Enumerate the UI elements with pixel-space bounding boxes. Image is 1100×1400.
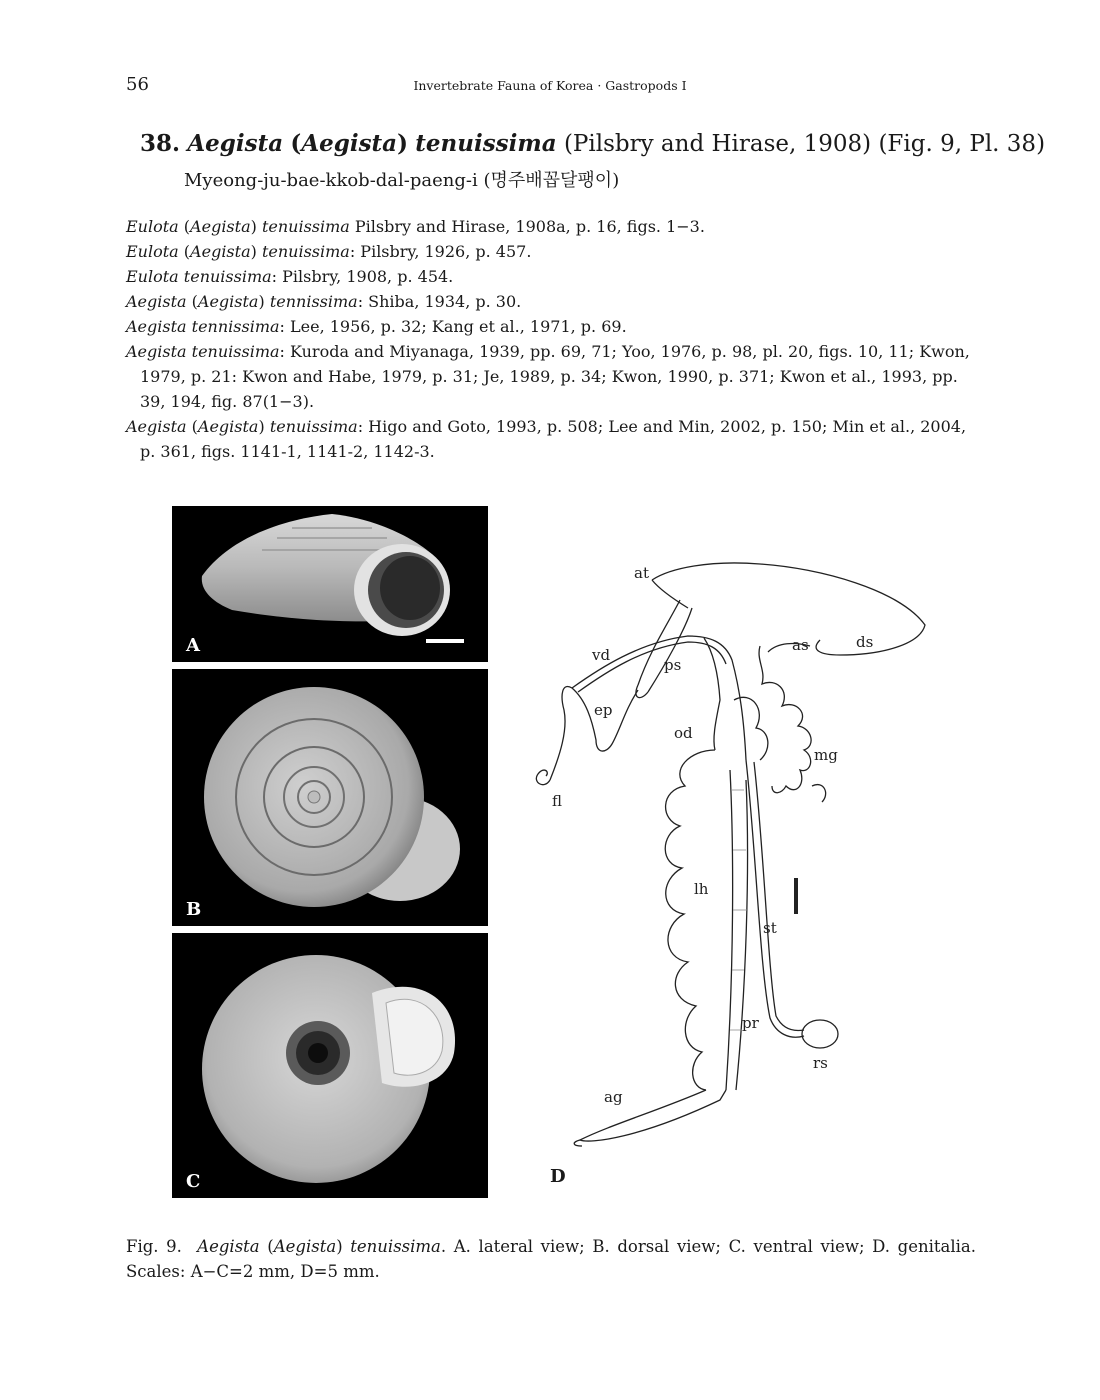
shell-lateral-illustration xyxy=(172,506,488,662)
caption-subgenus: Aegista xyxy=(273,1237,337,1256)
label-rs: rs xyxy=(813,1054,828,1072)
caption-epithet: tenuissima xyxy=(350,1237,441,1256)
species-genus: Aegista xyxy=(187,130,284,157)
shell-ventral-photo xyxy=(172,933,488,1198)
label-mg: mg xyxy=(814,746,838,764)
species-authority: (Pilsbry and Hirase, 1908) (Fig. 9, Pl. 38) xyxy=(563,131,1046,157)
caption-genus: Aegista xyxy=(197,1237,260,1256)
label-pr: pr xyxy=(742,1014,759,1032)
species-subgenus-name: Aegista xyxy=(301,130,398,157)
synonymy-entry: Aegista tennissima: Lee, 1956, p. 32; Kang et al., 1971, p. 69. xyxy=(126,317,627,336)
label-lh: lh xyxy=(694,880,709,898)
label-ds: ds xyxy=(856,633,874,651)
synonymy-entry: Aegista (Aegista) tennissima: Shiba, 1934, p. 30. xyxy=(126,292,522,311)
label-at: at xyxy=(634,564,649,582)
species-heading xyxy=(140,130,1045,157)
panel-b-label: B xyxy=(186,899,202,920)
label-as: as xyxy=(792,636,809,654)
genitalia-illustration xyxy=(520,550,950,1195)
panel-a-label: A xyxy=(186,635,200,656)
shell-lateral-photo xyxy=(172,506,488,662)
label-ag: ag xyxy=(604,1088,623,1106)
shell-ventral-illustration xyxy=(172,933,488,1198)
synonymy-entry: Eulota (Aegista) tenuissima: Pilsbry, 1926, p. 457. xyxy=(126,242,532,261)
panel-d-label: D xyxy=(550,1166,566,1187)
species-number: 38. xyxy=(140,130,181,157)
korean-common-name: Myeong-ju-bae-kkob-dal-paeng-i (명주배꼽달팽이) xyxy=(184,170,620,191)
label-ps: ps xyxy=(664,656,682,674)
label-od: od xyxy=(674,724,693,742)
caption-text: . A. lateral view; B. dorsal view; C. ventral view; D. genitalia. Scales: A−C=2 mm, D=5 mm. xyxy=(126,1237,977,1281)
running-head: Invertebrate Fauna of Korea · Gastropods I xyxy=(413,78,687,93)
label-fl: fl xyxy=(552,792,563,810)
label-vd: vd xyxy=(592,646,611,664)
species-epithet: tenuissima xyxy=(415,130,557,157)
label-st: st xyxy=(763,919,777,937)
species-subgenus: (Aegista) xyxy=(290,130,408,157)
shell-dorsal-illustration xyxy=(172,669,488,926)
synonymy-entry: Eulota (Aegista) tenuissima Pilsbry and Hirase, 1908a, p. 16, figs. 1−3. xyxy=(126,217,705,236)
label-ep: ep xyxy=(594,701,613,719)
synonymy-entry: Aegista tenuissima: Kuroda and Miyanaga, 1939, pp. 69, 71; Yoo, 1976, p. 98, pl. 20, figs. 10, 11; Kwon, 1979, p. 21: Kwon and Habe, 1979, p. 31; Je, 1989, p. 34; Kwon, 1990, p. 371; Kwon et al., 1993, pp. 39, 194, fig. 87(1−3). xyxy=(126,342,970,411)
panel-c-label: C xyxy=(186,1171,201,1192)
page-number: 56 xyxy=(126,74,149,95)
synonymy-list xyxy=(126,214,978,464)
genitalia-drawing xyxy=(520,550,950,1195)
synonymy-entry: Aegista (Aegista) tenuissima: Higo and Goto, 1993, p. 508; Lee and Min, 2002, p. 150; Min et al., 2004, p. 361, figs. 1141-1, 1141-2, 1142-3. xyxy=(126,417,967,461)
figure-caption: Fig. 9. Aegista (Aegista) tenuissima. A. lateral view; B. dorsal view; C. ventral view; D. genitalia. Scales: A−C=2 mm, D=5 mm. xyxy=(126,1237,977,1281)
synonymy-entry: Eulota tenuissima: Pilsbry, 1908, p. 454. xyxy=(126,267,454,286)
shell-dorsal-photo xyxy=(172,669,488,926)
